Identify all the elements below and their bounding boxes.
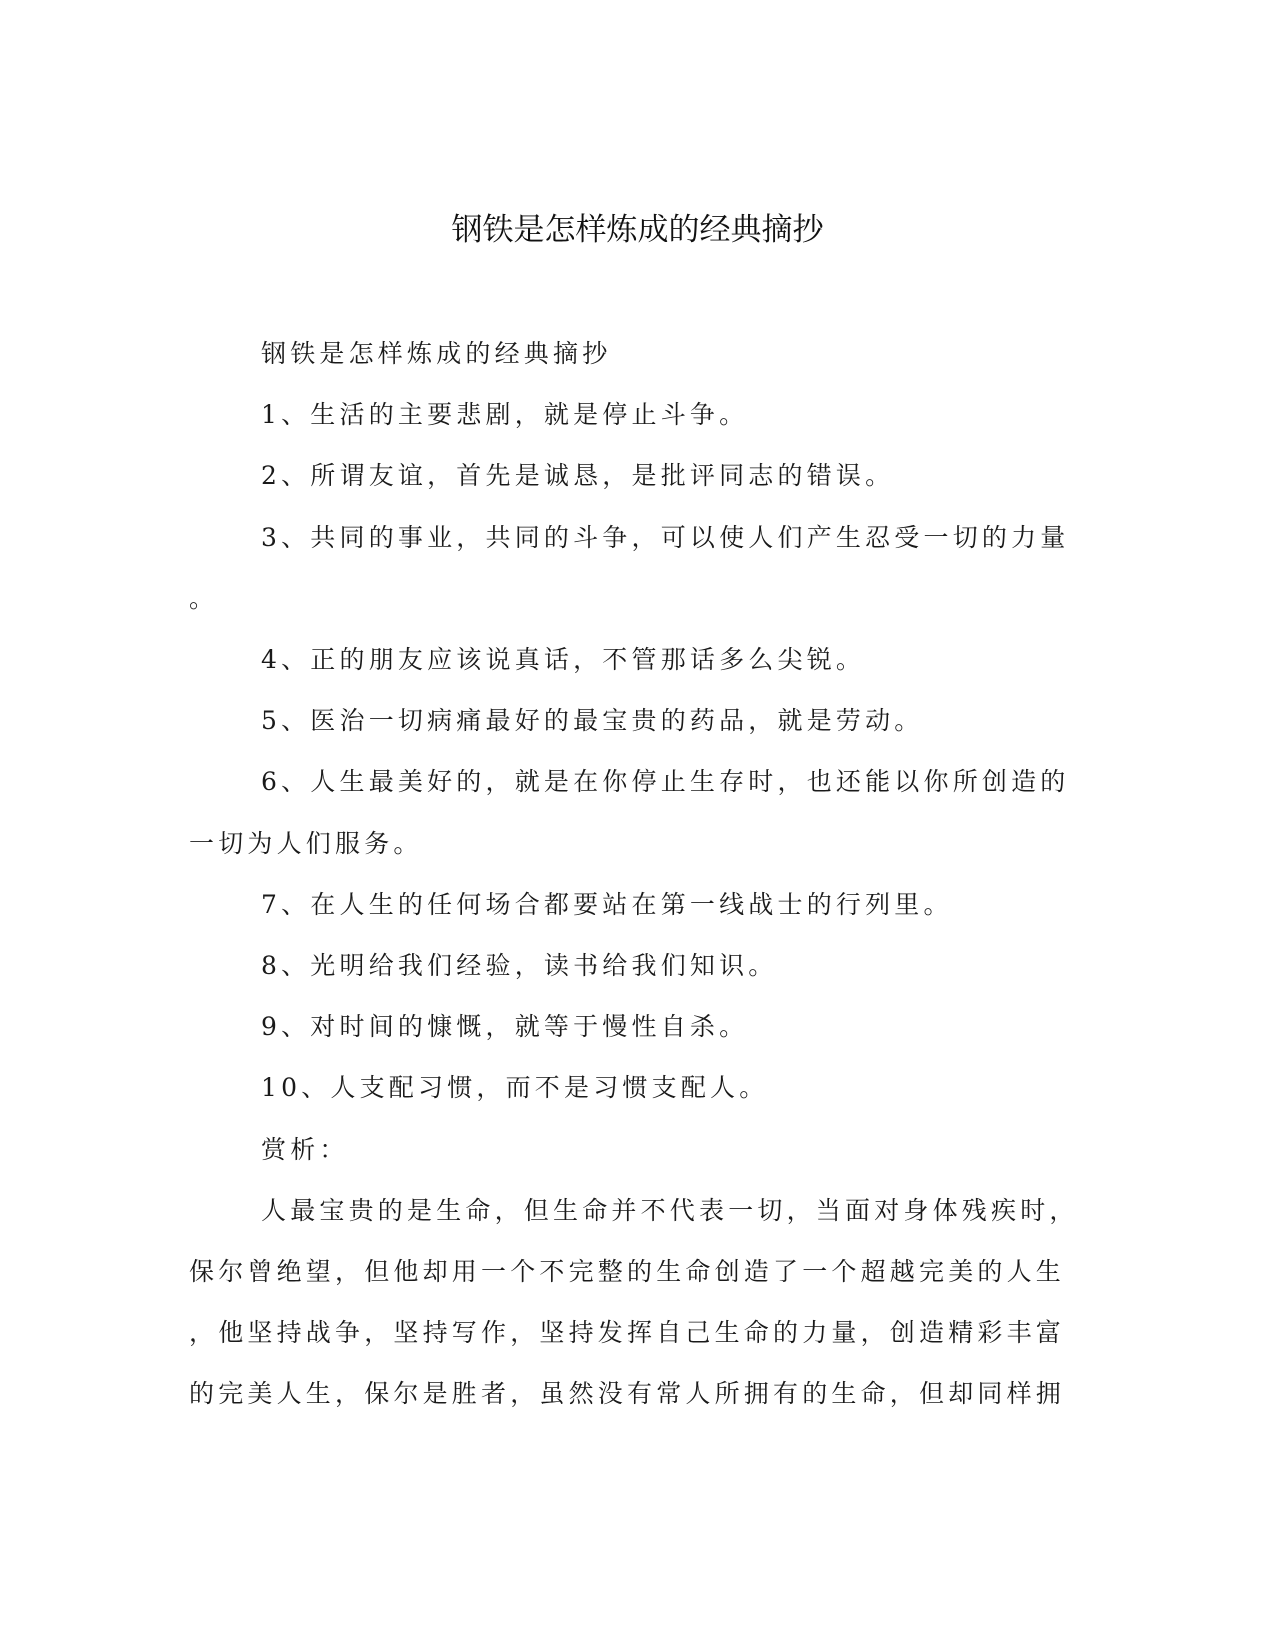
document-body [189,323,1089,1425]
analysis-line-3: ，他坚持战争，坚持写作，坚持发挥自己生命的力量，创造精彩丰富 [189,1318,1066,1348]
analysis-label: 赏析： [261,1134,349,1164]
quote-item-6-continuation: 一切为人们服务。 [189,828,423,858]
quote-item-4: 4、正的朋友应该说真话，不管那话多么尖锐。 [261,645,866,675]
quote-item-10: 10、人支配习惯，而不是习惯支配人。 [261,1073,769,1103]
quote-item-2: 2、所谓友谊，首先是诚恳，是批评同志的错误。 [261,461,895,491]
quote-item-5: 5、医治一切病痛最好的最宝贵的药品，就是劳动。 [261,706,924,736]
quote-item-7: 7、在人生的任何场合都要站在第一线战士的行列里。 [261,889,953,919]
quote-item-1: 1、生活的主要悲剧，就是停止斗争。 [261,400,749,430]
quote-item-6: 6、人生最美好的，就是在你停止生存时，也还能以你所创造的 [261,767,1070,797]
quote-item-9: 9、对时间的慷慨，就等于慢性自杀。 [261,1012,749,1042]
body-heading: 钢铁是怎样炼成的经典摘抄 [261,339,612,368]
quote-item-8: 8、光明给我们经验，读书给我们知识。 [261,951,778,981]
document-title: 钢铁是怎样炼成的经典摘抄 [451,212,824,248]
analysis-line-4: 的完美人生，保尔是胜者，虽然没有常人所拥有的生命，但却同样拥 [189,1379,1066,1409]
analysis-line-2: 保尔曾绝望，但他却用一个不完整的生命创造了一个超越完美的人生 [189,1257,1066,1287]
quote-item-3: 3、共同的事业，共同的斗争，可以使人们产生忍受一切的力量 [261,522,1070,552]
quote-item-3-continuation: 。 [189,583,219,613]
analysis-line-1: 人最宝贵的是生命，但生命并不代表一切，当面对身体残疾时， [261,1195,1079,1225]
